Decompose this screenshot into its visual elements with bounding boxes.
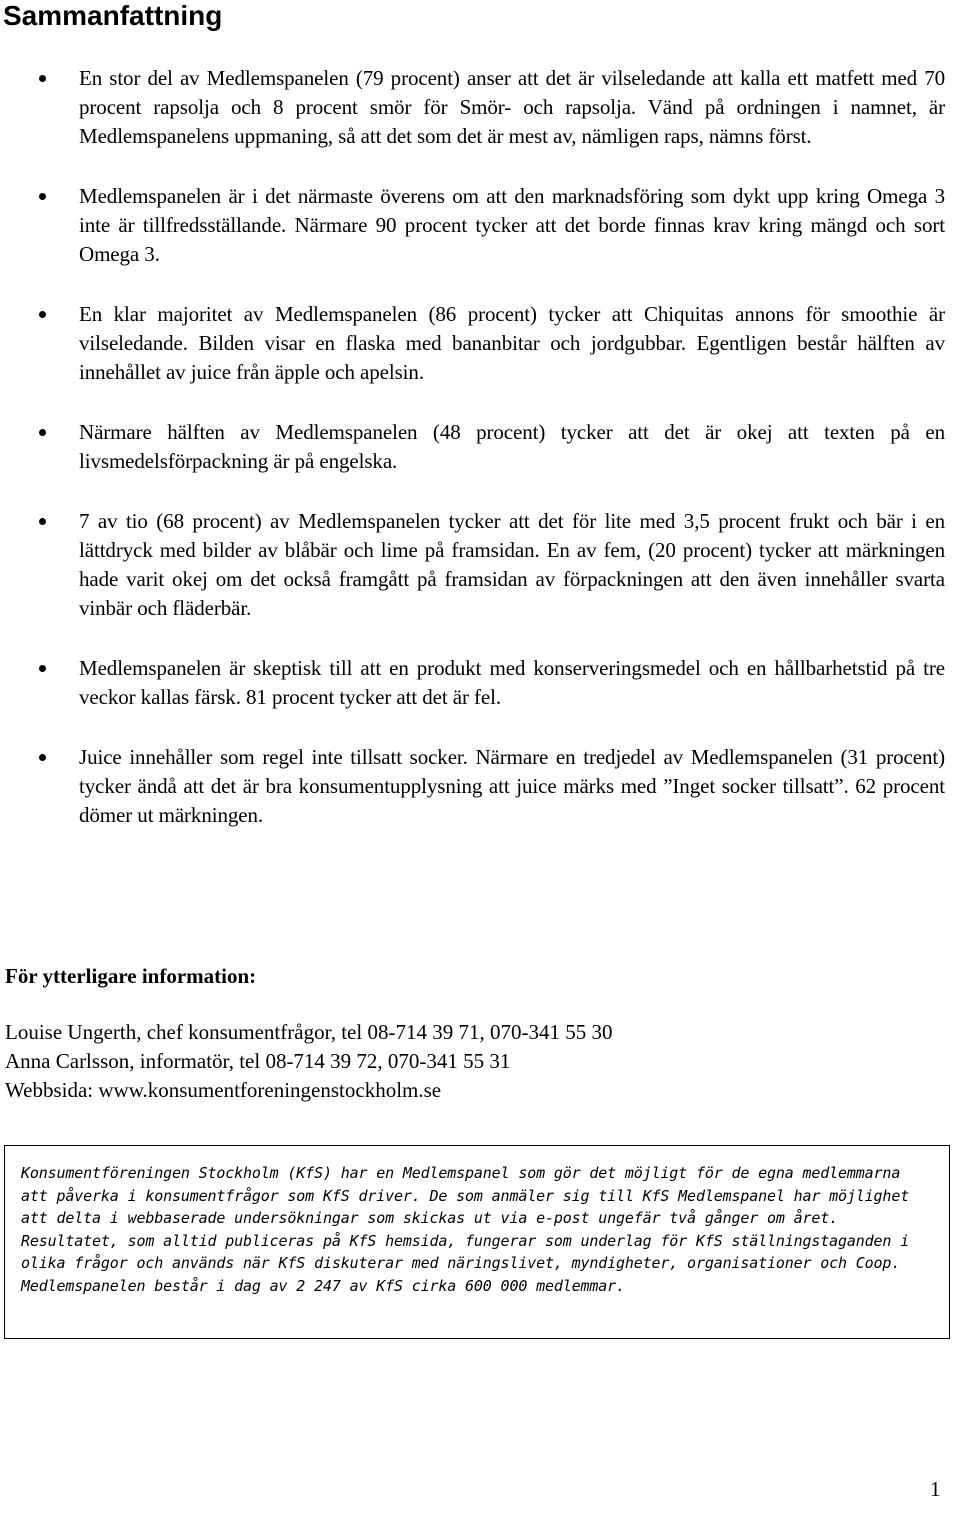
- page-number: 1: [930, 1477, 941, 1501]
- summary-bullet-item: [0, 654, 945, 712]
- page-heading: Sammanfattning: [3, 0, 223, 31]
- summary-bullet-item: [0, 64, 945, 151]
- summary-bullet-text: Närmare hälften av Medlemspanelen (48 procent) tycker att det är okej att texten på en livsmedelsförpackning är på engelska.: [79, 420, 945, 473]
- summary-bullet-item: [0, 300, 945, 387]
- summary-bullet-item: [0, 182, 945, 269]
- contact-line-website: Webbsida: www.konsumentforeningenstockholm.se: [5, 1078, 442, 1102]
- summary-bullet-text: En stor del av Medlemspanelen (79 procent) anser att det är vilseledande att kalla ett matfett med 70 procent rapsolja och 8 procent smör för Smör- och rapsolja. Vänd på ordningen i namnet, är Medlemspanelens uppmaning, så att det som det är mest av, nämligen raps, nämns först.: [79, 66, 945, 148]
- bullet-dot-icon: [39, 311, 46, 318]
- summary-bullet-list: [0, 64, 960, 861]
- summary-bullet-text: Juice innehåller som regel inte tillsatt socker. Närmare en tredjedel av Medlemspanelen (31 procent) tycker ändå att det är bra konsumentupplysning att juice märks med ”Inget socker tillsatt”. 62 procent dömer ut märkningen.: [79, 745, 945, 827]
- bullet-dot-icon: [39, 518, 46, 525]
- bullet-dot-icon: [39, 429, 46, 436]
- summary-bullet-text: En klar majoritet av Medlemspanelen (86 procent) tycker att Chiquitas annons för smoothie är vilseledande. Bilden visar en flaska med bananbitar och jordgubbar. Egentligen består hälften av innehållet av juice från äpple och apelsin.: [79, 302, 945, 384]
- bullet-dot-icon: [39, 193, 46, 200]
- summary-bullet-item: [0, 743, 945, 830]
- contact-heading: För ytterligare information:: [5, 964, 257, 988]
- summary-bullet-text: Medlemspanelen är i det närmaste överens om att den marknadsföring som dykt upp kring Omega 3 inte är tillfredsställande. Närmare 90 procent tycker att det borde finnas krav kring mängd och sort Omega 3.: [79, 184, 945, 266]
- summary-bullet-item: [0, 507, 945, 623]
- bullet-dot-icon: [39, 754, 46, 761]
- contact-line-louise: Louise Ungerth, chef konsumentfrågor, tel 08-714 39 71, 070-341 55 30: [5, 1020, 613, 1044]
- medlemspanel-info-box: [4, 1145, 950, 1339]
- bullet-dot-icon: [39, 75, 46, 82]
- summary-bullet-text: 7 av tio (68 procent) av Medlemspanelen tycker att det för lite med 3,5 procent frukt och bär i en lättdryck med bilder av blåbär och lime på framsidan. En av fem, (20 procent) tycker att märkningen hade varit okej om det också framgått på framsidan av förpackningen att den även innehåller svarta vinbär och fläderbär.: [79, 509, 945, 620]
- info-box-text: Konsumentföreningen Stockholm (KfS) har en Medlemspanel som gör det möjligt för de egna medlemmarna att påverka i konsumentfrågor som KfS driver. De som anmäler sig till KfS Medlemspanel har möjlighet att delta i webbaserade undersökningar som skickas ut via e-post ungefär två gånger om året. Resultatet, som alltid publiceras på KfS hemsida, fungerar som underlag för KfS ställningstaganden i olika frågor och används när KfS diskuterar med näringslivet, myndigheter, organisationer och Coop. Medlemspanelen består i dag av 2 247 av KfS cirka 600 000 medlemmar.: [21, 1164, 910, 1295]
- summary-bullet-item: [0, 418, 945, 476]
- contact-info: [5, 1018, 612, 1105]
- contact-line-anna: Anna Carlsson, informatör, tel 08-714 39 72, 070-341 55 31: [5, 1049, 511, 1073]
- summary-bullet-text: Medlemspanelen är skeptisk till att en produkt med konserveringsmedel och en hållbarhetstid på tre veckor kallas färsk. 81 procent tycker att det är fel.: [79, 656, 945, 709]
- bullet-dot-icon: [39, 665, 46, 672]
